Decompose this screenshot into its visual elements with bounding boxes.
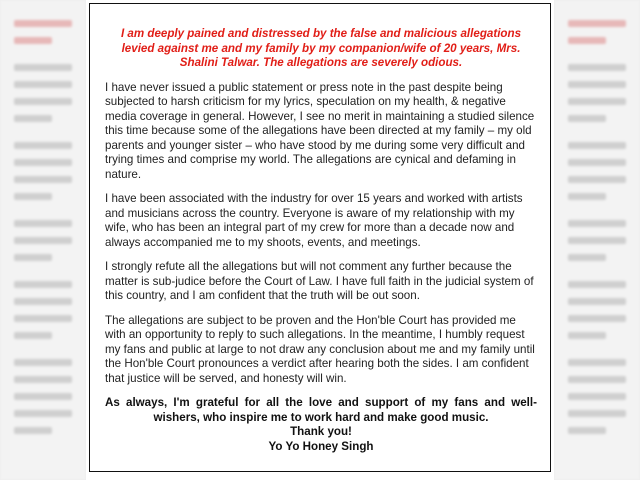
- blurred-page-left: [0, 0, 86, 480]
- statement-paragraph-3: I strongly refute all the allegations but will not comment any further because the matter is sub-judice before the Court of Law. I have full faith in the judicial system of this country, and I am confident that the truth will be out soon.: [105, 260, 534, 302]
- statement-thanks: Thank you!: [290, 425, 352, 438]
- statement-border: [89, 3, 551, 472]
- blurred-page-right: [554, 0, 640, 480]
- statement-closing: As always, I'm grateful for all the love and support of my fans and well-wishers, who inspire me to work hard and make good music.: [105, 396, 537, 424]
- statement-intro: I am deeply pained and distressed by the false and malicious allegations levied against me and my family by my companion/wife of 20 years, Mrs. Shalini Talwar. The allegations are severely odious.: [120, 27, 522, 69]
- statement-paragraph-1: I have never issued a public statement or press note in the past despite being subjected to harsh criticism for my lyrics, speculation on my health, & negative media coverage in general. However, I see no merit in maintaining a studied silence this time because some of the allegations have been directed at my family – my old parents and younger sister – who have stood by me during some very difficult and trying times and comprise my world. The allegations are cynical and defaming in nature.: [105, 80, 535, 181]
- statement-signature: Yo Yo Honey Singh: [268, 439, 374, 453]
- statement-paragraph-4: The allegations are subject to be proven and the Hon'ble Court has provided me with an opportunity to reply to such allegations. In the meantime, I humbly request my fans and public at large to not draw any conclusion about me and my family until the Hon'ble Court pronounces a verdict after hearing both the sides. I am confident that justice will be served, and honesty will win.: [105, 313, 535, 385]
- statement-document: [86, 0, 554, 480]
- statement-paragraph-2: I have been associated with the industry for over 15 years and worked with artists and musicians across the country. Everyone is aware of my relationship with my wife, who has been an integral part of my crew for more than a decade now and always accompanied me to my shoots, events, and meetings.: [105, 192, 523, 249]
